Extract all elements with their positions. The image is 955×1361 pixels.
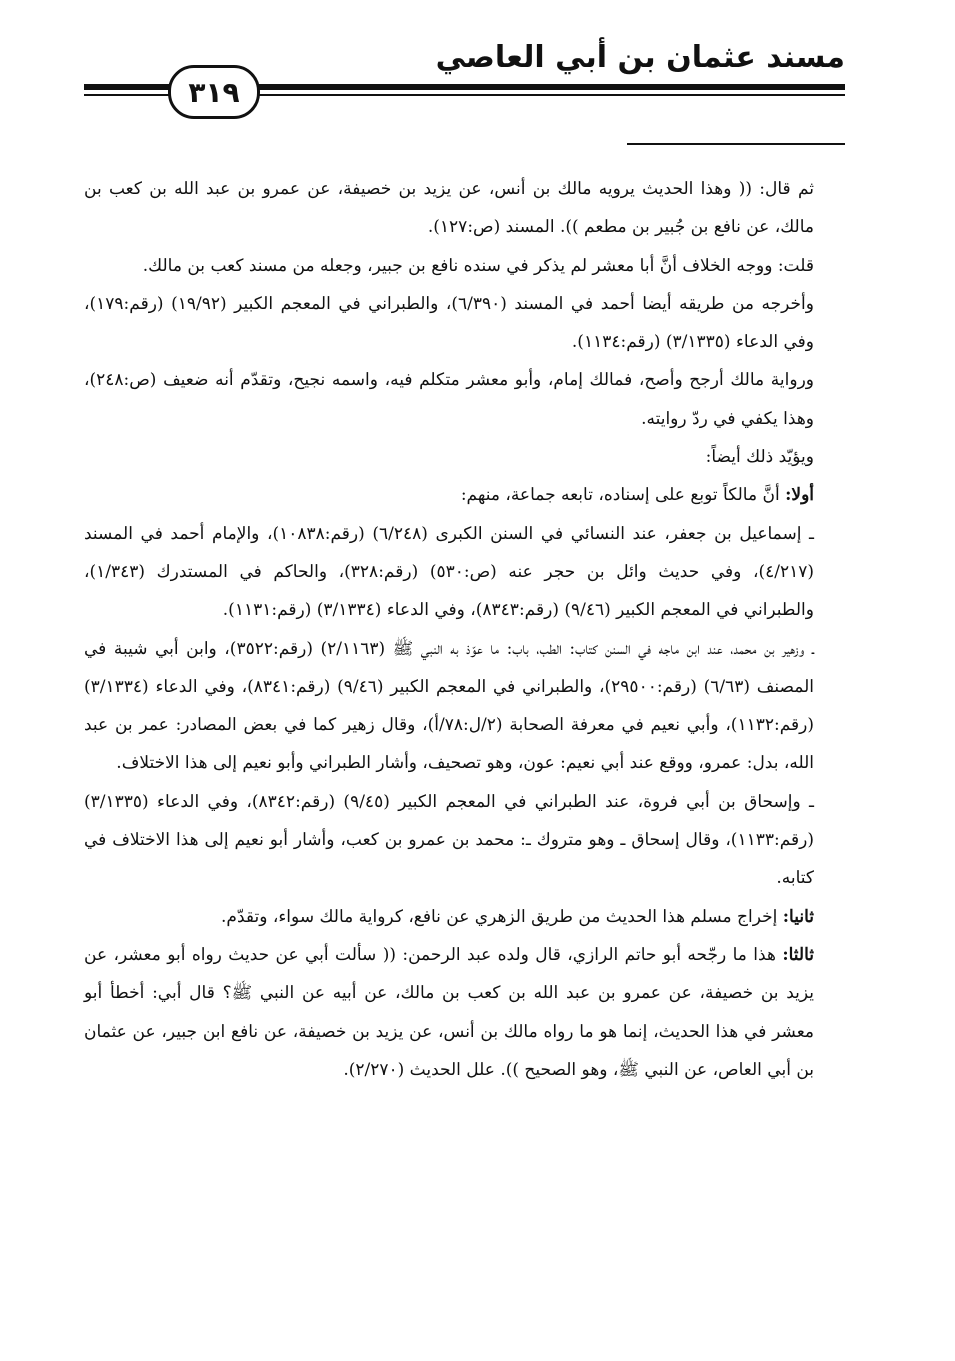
- paragraph: [84, 247, 814, 285]
- paragraph-text: ويؤيّد ذلك أيضاً:: [705, 447, 814, 468]
- paragraph-text: قلت: ووجه الخلاف أنَّ أبا معشر لم يذكر في سنده نافع بن جبير، وجعله من مسند كعب بن مالك.: [142, 255, 814, 276]
- paragraph-text: ورواية مالك أرجح وأصح، فمالك إمام، وأبو معشر متكلم فيه، واسمه نجيح، وتقدّم أنه ضعيف (ص:٢٤٨)، وهذا يكفي في ردّ روايته.: [84, 370, 814, 429]
- paragraph-text: ثم قال: (( وهذا الحديث يرويه مالك بن أنس، عن يزيد بن خصيفة، عن عمرو بن عبد الله بن كعب بن مالك، عن نافع بن جُبير بن مطعم )). المسند (ص:١٢٧).: [84, 179, 814, 238]
- separator-rule: [627, 143, 845, 145]
- page-number: ٣١٩: [168, 65, 260, 119]
- paragraph: [84, 438, 814, 476]
- paragraph-text: هذا ما رجّحه أبو حاتم الرازي، قال ولده عبد الرحمن: (( سألت أبي عن حديث رواه أبو معشر، عن يزيد بن خصيفة، عن عمرو بن عبد الله بن كعب بن مالك، عن أبيه عن النبي ﷺ؟ قال أبي: أخطأ أبو معشر في هذا الحديث، إنما هو ما رواه مالك بن أنس، عن يزيد بن خصيفة، عن نافع ابن جبير، عن عثمان بن أبي العاص، عن النبي ﷺ، وهو الصحيح )). علل الحديث (٢/٢٧٠).: [84, 944, 814, 1080]
- paragraph-lead: أولا:: [785, 485, 814, 506]
- paragraph: [84, 476, 814, 514]
- paragraph-lead: ثالثا:: [782, 944, 814, 965]
- paragraph-lead: ثانيا:: [782, 906, 814, 927]
- paragraph: [84, 783, 814, 898]
- paragraph-text: إخراج مسلم هذا الحديث من طريق الزهري عن نافع، كرواية مالك سواء، وتقدّم.: [221, 906, 783, 927]
- paragraph-text: ـ وإسحاق بن أبي فروة، عند الطبراني في المعجم الكبير (٩/٤٥) (رقم:٨٣٤٢)، وفي الدعاء (٣/١٣٣٥) (رقم:١١٣٣)، وقال إسحاق ـ وهو متروك ـ: محمد بن عمرو بن كعب، وأشار أبو نعيم إلى هذا الاختلاف في كتابه.: [84, 791, 815, 889]
- paragraph-text: أنَّ مالكاً توبع على إسناده، تابعه جماعة، منهم:: [460, 485, 786, 506]
- paragraph-text: وأخرجه من طريقه أيضا أحمد في المسند (٦/٣٩٠)، والطبراني في المعجم الكبير (١٩/٩٢) (رقم:١٧٩)، وفي الدعاء (٣/١٣٣٥) (رقم:١١٣٤).: [84, 293, 814, 353]
- paragraph: [84, 515, 814, 630]
- paragraph-text: ـ إسماعيل بن جعفر، عند النسائي في السنن الكبرى (٦/٢٤٨) (رقم:١٠٨٣٨)، والإمام أحمد في المسند (٤/٢١٧)، وفي حديث وائل بن حجر عنه (ص:٥٣٠) (رقم:٣٢٨)، والحاكم في المستدرك (١/٣٤٣)، والطبراني في المعجم الكبير (٩/٤٦) (رقم:٨٣٤٣)، وفي الدعاء (٣/١٣٣٤) (رقم:١١٣١).: [84, 523, 815, 621]
- paragraph: [84, 285, 814, 362]
- page-header: [0, 0, 955, 140]
- running-title: مسند عثمان بن أبي العاصي: [435, 40, 845, 75]
- paragraph: [84, 170, 814, 247]
- body-text: [84, 170, 814, 1089]
- paragraph: [84, 361, 814, 438]
- paragraph: [84, 630, 814, 783]
- paragraph-text: ـ وزهير بن محمد، عند ابن ماجه في السنن كتاب: الطب، باب: ما عوّذ به النبي ﷺ (٢/١١٦٣) (رقم:٣٥٢٢)، وابن أبي شيبة في المصنف (٦/٦٣) (رقم:٢٩٥٠٠)، والطبراني في المعجم الكبير (٩/٤٦) (رقم:٨٣٤١)، وفي الدعاء (٣/١٣٣٤) (رقم:١١٣٢)، وأبي نعيم في معرفة الصحابة (٢/ل:٧٨/أ)، وقال زهير كما في بعض المصادر: عمر بن عبد الله، بدل: عمرو، ووقع عند أبي نعيم: عون، وهو تصحيف، وأشار الطبراني وأبو نعيم إلى هذا الاختلاف.: [84, 638, 815, 774]
- paragraph: [84, 936, 814, 1089]
- paragraph: [84, 898, 814, 936]
